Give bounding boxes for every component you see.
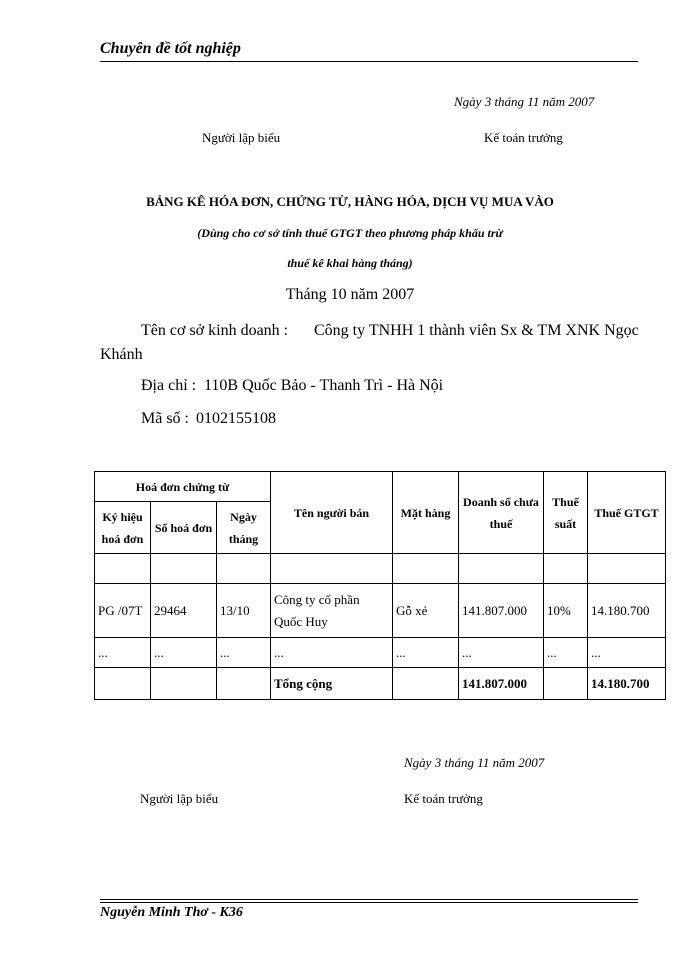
footer-divider-double xyxy=(100,902,638,903)
bottom-signature-date: Ngày 3 tháng 11 năm 2007 xyxy=(404,755,545,770)
cell-dots: ... xyxy=(393,638,459,668)
cell-dots: ... xyxy=(588,638,666,668)
cell-dots: ... xyxy=(217,638,271,668)
document-period: Tháng 10 năm 2007 xyxy=(285,286,415,303)
cell-date: 13/10 xyxy=(217,584,271,638)
business-name-label: Tên cơ sở kinh doanh : xyxy=(141,322,289,339)
total-vat: 14.180.700 xyxy=(588,668,666,700)
business-name-value-cont: Khánh xyxy=(100,346,143,363)
table-row-empty xyxy=(95,554,666,584)
bottom-preparer-label: Người lập biểu xyxy=(140,791,219,806)
table-row-total xyxy=(95,668,666,700)
cell-symbol: PG /07T xyxy=(95,584,151,638)
col-header-number: Số hoá đơn xyxy=(151,502,217,554)
top-chief-accountant-label: Kế toán trưởng xyxy=(484,130,563,145)
document-subtitle-line2: thuế kê khai hàng tháng) xyxy=(287,256,413,270)
col-header-seller: Tên người bán xyxy=(271,472,393,554)
tax-code-value: 0102155108 xyxy=(196,410,276,427)
total-revenue: 141.807.000 xyxy=(459,668,544,700)
bottom-chief-accountant-label: Kế toán trưởng xyxy=(404,791,483,806)
document-title: BẢNG KÊ HÓA ĐƠN, CHỨNG TỪ, HÀNG HÓA, DỊCH VỤ MUA VÀO xyxy=(146,194,554,209)
col-header-vat: Thuế GTGT xyxy=(588,472,666,554)
page-footer: Nguyễn Minh Thơ - K36 xyxy=(100,905,243,920)
col-header-item: Mặt hàng xyxy=(393,472,459,554)
group-header-invoice-docs: Hoá đơn chứng từ xyxy=(95,472,271,502)
address-value: 110B Quốc Bảo - Thanh Trì - Hà Nội xyxy=(204,377,444,394)
cell-dots: ... xyxy=(544,638,588,668)
cell-rate: 10% xyxy=(544,584,588,638)
address-label: Địa chỉ : xyxy=(141,377,197,394)
col-header-rate: Thuế suất xyxy=(544,472,588,554)
col-header-symbol: Ký hiệu hoá đơn xyxy=(95,502,151,554)
cell-seller: Công ty cổ phần Quốc Huy xyxy=(271,584,393,638)
cell-dots: ... xyxy=(151,638,217,668)
document-subtitle-line1: (Dùng cho cơ sở tính thuế GTGT theo phương pháp khấu trừ xyxy=(197,226,503,240)
tax-code-label: Mã số : xyxy=(141,410,189,427)
cell-number: 29464 xyxy=(151,584,217,638)
col-header-date: Ngày tháng xyxy=(217,502,271,554)
col-header-revenue: Doanh số chưa thuế xyxy=(459,472,544,554)
invoice-table xyxy=(94,471,666,700)
table-row xyxy=(95,584,666,638)
cell-dots: ... xyxy=(95,638,151,668)
cell-item: Gỗ xẻ xyxy=(393,584,459,638)
table-row-ellipsis xyxy=(95,638,666,668)
cell-vat: 14.180.700 xyxy=(588,584,666,638)
top-signature-date: Ngày 3 tháng 11 năm 2007 xyxy=(454,94,595,109)
business-name-value: Công ty TNHH 1 thành viên Sx & TM XNK Ngọc xyxy=(314,322,639,339)
total-label: Tổng cộng xyxy=(271,668,393,700)
cell-revenue: 141.807.000 xyxy=(459,584,544,638)
cell-dots: ... xyxy=(271,638,393,668)
top-preparer-label: Người lập biểu xyxy=(202,130,281,145)
footer-divider xyxy=(100,899,638,900)
page-header: Chuyên đề tốt nghiệp xyxy=(100,40,241,57)
header-divider xyxy=(100,61,638,62)
cell-dots: ... xyxy=(459,638,544,668)
